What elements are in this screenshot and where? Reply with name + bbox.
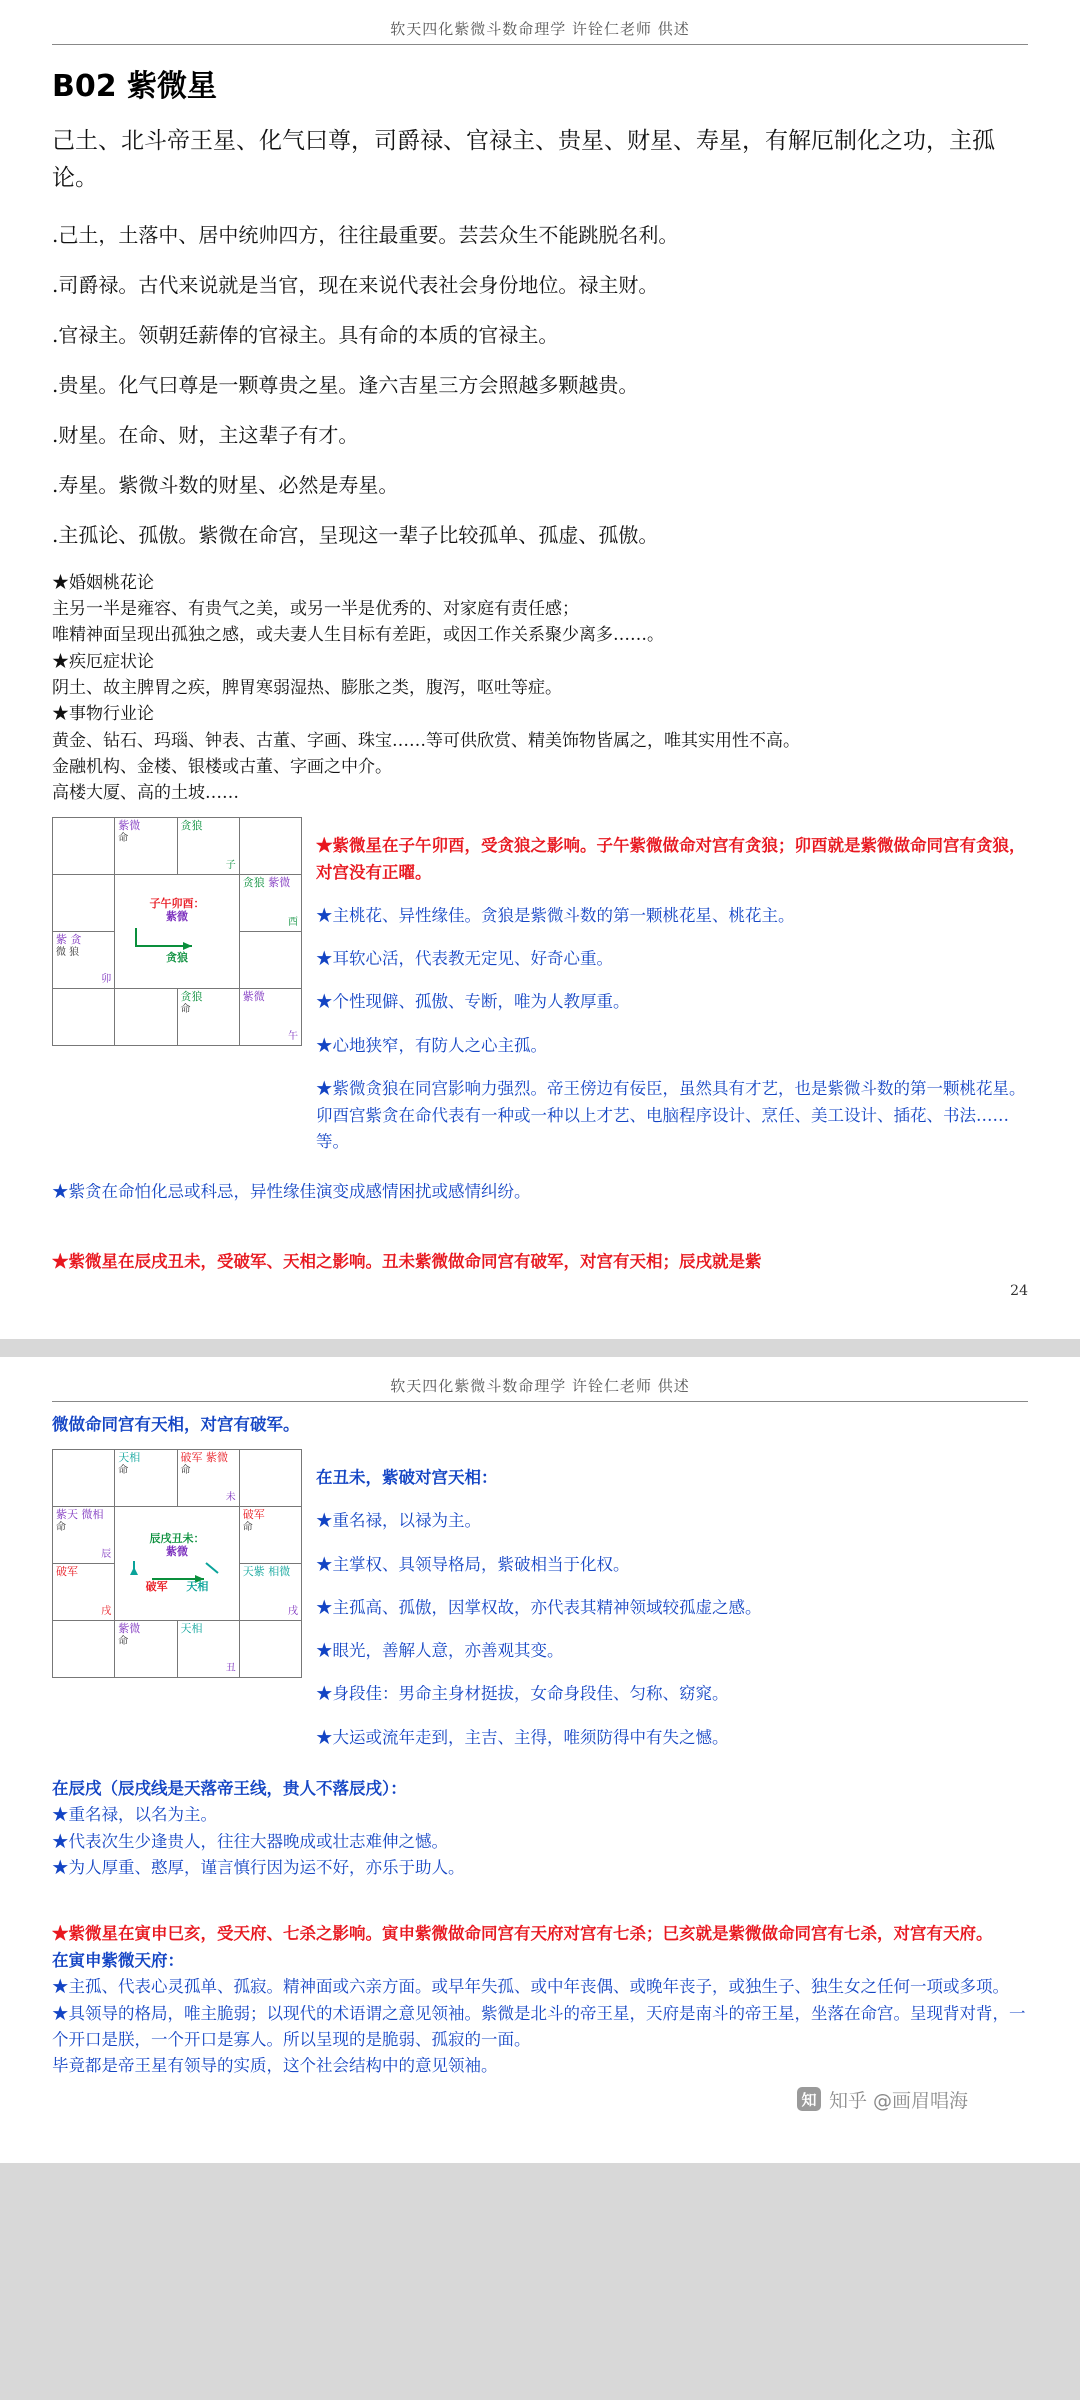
chart-cell-branch: 子 xyxy=(225,859,236,871)
chart-cell xyxy=(239,1506,301,1563)
chart-cell xyxy=(239,1563,301,1620)
chart-cell-gong: 命 xyxy=(56,1521,66,1533)
section-line: 主另一半是雍容、有贵气之美，或另一半是优秀的、对家庭有责任感； xyxy=(52,598,579,619)
chart-cell xyxy=(53,931,115,988)
bullet-item: .己土，土落中、居中统帅四方，往往最重要。芸芸众生不能跳脱名利。 xyxy=(52,222,679,247)
chart-cell-stars: 紫微 xyxy=(118,818,141,832)
chart-cell xyxy=(53,874,115,931)
chart-center-title: 辰戌丑未： xyxy=(149,1531,205,1545)
bottom-red-note: ★紫微星在辰戌丑未，受破军、天相之影响。丑未紫微做命同宫有破军，对宫有天相；辰戌就是紫 xyxy=(52,1251,762,1271)
note-heading: 在辰戌（辰戌线是天落帝王线，贵人不落辰戌）： xyxy=(52,1778,407,1798)
chart-cell-stars: 贪狼 xyxy=(180,989,203,1003)
chart-cell xyxy=(177,988,239,1045)
bullet-item: .财星。在命、财，主这辈子有才。 xyxy=(52,422,359,447)
chart-center-pair xyxy=(118,1581,236,1594)
ziwei-grid xyxy=(52,1449,302,1678)
chart-center-target: 贪狼 xyxy=(166,950,188,964)
chart-cell xyxy=(53,1449,115,1506)
chart-cell xyxy=(177,1449,239,1506)
note-line: ★紫贪在命怕化忌或科忌，异性缘佳演变成感情困扰或感情纠纷。 xyxy=(52,1181,531,1201)
note-line: 毕竟都是帝王星有领导的实质，这个社会结构中的意见领袖。 xyxy=(52,2056,498,2076)
note-line: ★主孤、代表心灵孤单、孤寂。精神面或六亲方面。或早年失孤、或中年丧偶、或晚年丧子，或独生子、独生女之任何一项或多项。 xyxy=(52,1977,1009,1997)
chart-cell xyxy=(115,1620,177,1677)
note-line: ★紫微星在子午卯酉，受贪狼之影响。子午紫微做命对宫有贪狼；卯酉就是紫微做命同宫有贪狼，对宫没有正曜。 xyxy=(316,836,1026,882)
chart-notes-1 xyxy=(302,817,1028,1173)
chart-cell xyxy=(239,988,301,1045)
watermark xyxy=(52,2080,1028,2123)
top-blue-note: 微做命同宫有天相，对宫有破军。 xyxy=(52,1415,300,1435)
chart-and-notes-1 xyxy=(52,817,1028,1173)
section-line: 高楼大厦、高的土坡…… xyxy=(52,783,239,804)
chart-cell xyxy=(53,1563,115,1620)
bottom-red-note: ★紫微星在寅申巳亥，受天府、七杀之影响。寅申紫微做命同宫有天府对宫有七杀；巳亥就是紫微做命同宫有七杀，对宫有天府。 xyxy=(52,1924,993,1944)
chart-cell xyxy=(239,817,301,874)
zhihu-logo-icon: 知 xyxy=(797,2087,821,2111)
chart-cell-stars: 破军 xyxy=(56,1564,78,1578)
chart-cell-branch: 辰 xyxy=(101,1548,112,1560)
note-line: ★主掌权、具领导格局，紫破相当于化权。 xyxy=(316,1554,630,1574)
chart-center-title: 子午卯酉： xyxy=(149,896,205,910)
bullet-item: .贵星。化气曰尊是一颗尊贵之星。逢六吉星三方会照越多颗越贵。 xyxy=(52,372,639,397)
note-line: ★身段佳：男命主身材挺拔，女命身段佳、匀称、窈窕。 xyxy=(316,1684,729,1704)
note-line: ★具领导的格局，唯主脆弱；以现代的术语谓之意见领袖。紫微是北斗的帝王星，天府是南斗的帝王星，坐落在命宫。呈现背对背，一个开口是朕，一个开口是寡人。所以呈现的是脆弱、孤寂的一面。 xyxy=(52,2003,1026,2049)
chart-cell-stars: 天紫 相微 xyxy=(242,1564,291,1578)
bullet-item: .司爵禄。古代来说就是当官，现在来说代表社会身份地位。禄主财。 xyxy=(52,272,659,297)
page-header: 软天四化紫微斗数命理学 许铨仁老师 供述 xyxy=(52,18,1028,45)
section-line: 阴土、故主脾胃之疾，脾胃寒弱湿热、膨胀之类，腹泻，呕吐等症。 xyxy=(52,677,562,698)
chart-cell-gong: 命 xyxy=(242,1521,253,1533)
chart-cell-stars: 贪狼 xyxy=(180,818,203,832)
ziwei-chart-1 xyxy=(52,817,302,1046)
watermark-text: 知乎 @画眉唱海 xyxy=(828,2089,968,2112)
chart-cell-branch: 戌 xyxy=(101,1605,112,1617)
note-line: ★眼光，善解人意，亦善观其变。 xyxy=(316,1641,564,1661)
note-heading: 在寅申紫微天府： xyxy=(52,1950,184,1970)
note-line: ★主桃花、异性缘佳。贪狼是紫微斗数的第一颗桃花星、桃花主。 xyxy=(316,906,795,926)
chart-cell xyxy=(177,1620,239,1677)
chart-cell xyxy=(53,988,115,1045)
chart-cell-stars: 天相 xyxy=(118,1450,141,1464)
note-line: ★重名禄，以禄为主。 xyxy=(316,1511,481,1531)
chart-cell-branch: 戌 xyxy=(288,1605,298,1617)
note-line: ★耳软心活，代表教无定见、好奇心重。 xyxy=(316,949,613,969)
chart-cell-branch: 午 xyxy=(288,1030,298,1042)
chart-cell-stars: 破军 xyxy=(242,1507,265,1521)
chart-cell xyxy=(53,1506,115,1563)
section-illness xyxy=(52,649,1028,702)
note-line: ★紫微贪狼在同宫影响力强烈。帝王傍边有佞臣，虽然具有才艺，也是紫微斗数的第一颗桃花星。卯酉宫紫贪在命代表有一种或一种以上才艺、电脑程序设计、烹任、美工设计、插花、书法……等。 xyxy=(316,1078,1026,1152)
chart-center-cell xyxy=(115,874,240,988)
chart-cell-gong: 命 xyxy=(118,1464,129,1476)
section-heading: ★婚姻桃花论 xyxy=(52,572,154,593)
note-line: ★心地狭窄，有防人之心主孤。 xyxy=(316,1035,547,1055)
chart-cell xyxy=(239,1620,301,1677)
note-line: ★个性现僻、孤傲、专断，唯为人教厚重。 xyxy=(316,992,630,1012)
chart-cell-gong: 微 狼 xyxy=(56,946,80,958)
chart-center-star: 紫微 xyxy=(166,909,188,923)
chart-cell-gong: 命 xyxy=(118,832,129,844)
page-title: B02 紫微星 xyxy=(52,69,218,104)
chart-center-from: 破军 xyxy=(145,1579,168,1593)
chart-center-sep xyxy=(172,1580,183,1593)
bullet-item: .寿星。紫微斗数的财星、必然是寿星。 xyxy=(52,472,399,497)
chart-cell-stars: 紫微 xyxy=(242,989,265,1003)
lead-paragraph: 己土、北斗帝王星、化气曰尊，司爵禄、官禄主、贵星、财星、寿星，有解厄制化之功，主孤论。 xyxy=(52,128,995,192)
section-marriage xyxy=(52,570,1028,649)
ziwei-chart-2 xyxy=(52,1449,302,1678)
chart-and-notes-2 xyxy=(52,1449,1028,1768)
bullet-item: .主孤论、孤傲。紫微在命宫，呈现这一辈子比较孤单、孤虚、孤傲。 xyxy=(52,522,659,547)
note-heading: 在丑未，紫破对宫天相： xyxy=(316,1468,498,1488)
chart-cell-gong: 命 xyxy=(180,1464,191,1476)
chart-cell xyxy=(239,874,301,931)
chart-cell-stars: 紫 贪 xyxy=(56,932,82,946)
chart-cell xyxy=(239,1449,301,1506)
note-line: ★重名禄，以名为主。 xyxy=(52,1805,217,1825)
section-line: 唯精神面呈现出孤独之感，或夫妻人生目标有差距，或因工作关系聚少离多……。 xyxy=(52,625,664,646)
chart-cell xyxy=(53,817,115,874)
section-heading: ★事物行业论 xyxy=(52,704,154,725)
section-heading: ★疾厄症状论 xyxy=(52,651,154,672)
chart-cell-branch: 丑 xyxy=(225,1662,236,1674)
chart-center-star: 紫微 xyxy=(166,1544,188,1558)
bullet-item: .官禄主。领朝廷薪俸的官禄主。具有命的本质的官禄主。 xyxy=(52,322,559,347)
chart-cell-branch: 卯 xyxy=(101,973,112,985)
chart-cell xyxy=(177,817,239,874)
page-number: 24 xyxy=(1010,1283,1028,1300)
note-line: ★为人厚重、憨厚，谨言慎行因为运不好，亦乐于助人。 xyxy=(52,1857,465,1877)
chart-cell-stars: 破军 紫微 xyxy=(180,1450,228,1464)
section-line: 金融机构、金楼、银楼或古董、字画之中介。 xyxy=(52,756,392,777)
chart-cell-branch: 未 xyxy=(225,1491,236,1503)
chart-cell xyxy=(115,817,177,874)
chart-center-to: 天相 xyxy=(186,1579,209,1593)
chart-cell xyxy=(53,1620,115,1677)
chart-cell-branch: 酉 xyxy=(288,916,298,928)
chart-cell-gong: 命 xyxy=(180,1003,191,1015)
section-industry xyxy=(52,701,1028,806)
chart-cell-stars: 紫天 微相 xyxy=(56,1507,104,1521)
chart-cell-stars: 天相 xyxy=(180,1621,203,1635)
chart-center-cell xyxy=(115,1506,240,1620)
chart-cell-stars: 紫微 xyxy=(118,1621,141,1635)
chart-cell-gong: 命 xyxy=(118,1635,129,1647)
note-line: ★大运或流年走到，主吉、主得，唯须防得中有失之憾。 xyxy=(316,1727,729,1747)
chart-cell-stars: 贪狼 xyxy=(242,875,265,889)
document-page-2 xyxy=(0,1357,1080,2162)
chart-cell-stars-2: 紫微 xyxy=(268,875,291,889)
page-header: 软天四化紫微斗数命理学 许铨仁老师 供述 xyxy=(52,1375,1028,1402)
note-line: ★代表次生少逢贵人，往往大器晚成或壮志难伸之憾。 xyxy=(52,1831,448,1851)
chart-cell xyxy=(239,931,301,988)
chart-cell xyxy=(115,988,177,1045)
ziwei-grid xyxy=(52,817,302,1046)
note-line: ★主孤高、孤傲，因掌权故，亦代表其精神领域较孤虚之感。 xyxy=(316,1597,762,1617)
chart-cell xyxy=(115,1449,177,1506)
section-line: 黄金、钻石、玛瑙、钟表、古董、字画、珠宝……等可供欣赏、精美饰物皆属之，唯其实用性不高。 xyxy=(52,730,800,751)
chart-notes-2 xyxy=(302,1449,1028,1768)
